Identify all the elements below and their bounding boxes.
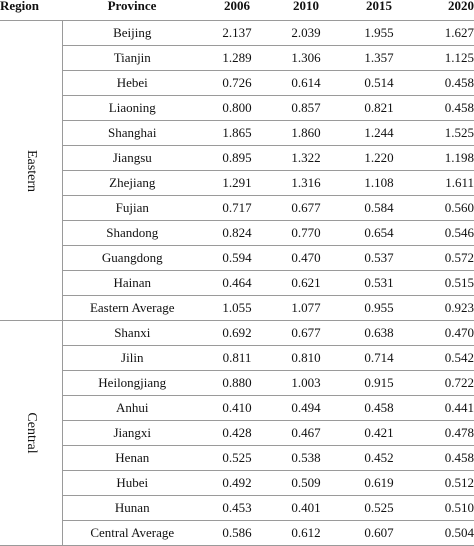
value-cell: 0.955	[340, 296, 418, 321]
table-row	[0, 71, 474, 96]
region-cell	[0, 21, 62, 321]
value-cell: 1.108	[340, 171, 418, 196]
value-cell: 0.470	[418, 321, 474, 346]
value-cell: 0.453	[202, 496, 272, 521]
value-cell: 1.865	[202, 121, 272, 146]
value-cell: 1.220	[340, 146, 418, 171]
header-year-2006: 2006	[202, 0, 272, 21]
value-cell: 0.531	[340, 271, 418, 296]
value-cell: 1.077	[272, 296, 340, 321]
value-cell: 0.537	[340, 246, 418, 271]
value-cell: 0.800	[202, 96, 272, 121]
value-cell: 0.612	[272, 521, 340, 546]
header-row	[0, 0, 474, 21]
value-cell: 1.627	[418, 21, 474, 46]
province-cell: Tianjin	[62, 46, 202, 71]
table-row	[0, 496, 474, 521]
value-cell: 1.198	[418, 146, 474, 171]
province-cell: Central Average	[62, 521, 202, 546]
value-cell: 0.515	[418, 271, 474, 296]
value-cell: 0.458	[418, 446, 474, 471]
value-cell: 0.722	[418, 371, 474, 396]
value-cell: 2.039	[272, 21, 340, 46]
value-cell: 0.470	[272, 246, 340, 271]
value-cell: 2.137	[202, 21, 272, 46]
table-body	[0, 21, 474, 546]
value-cell: 0.810	[272, 346, 340, 371]
value-cell: 0.542	[418, 346, 474, 371]
region-label: Central	[23, 412, 39, 454]
value-cell: 0.458	[418, 71, 474, 96]
value-cell: 1.316	[272, 171, 340, 196]
value-cell: 0.915	[340, 371, 418, 396]
table-row	[0, 471, 474, 496]
value-cell: 0.492	[202, 471, 272, 496]
value-cell: 0.821	[340, 96, 418, 121]
value-cell: 1.955	[340, 21, 418, 46]
province-cell: Anhui	[62, 396, 202, 421]
table-row	[0, 146, 474, 171]
value-cell: 1.611	[418, 171, 474, 196]
province-cell: Shandong	[62, 221, 202, 246]
value-cell: 1.244	[340, 121, 418, 146]
value-cell: 0.770	[272, 221, 340, 246]
table-row	[0, 96, 474, 121]
value-cell: 1.055	[202, 296, 272, 321]
value-cell: 1.525	[418, 121, 474, 146]
table-row	[0, 221, 474, 246]
value-cell: 0.880	[202, 371, 272, 396]
province-cell: Guangdong	[62, 246, 202, 271]
table-row	[0, 46, 474, 71]
value-cell: 0.692	[202, 321, 272, 346]
table-row	[0, 421, 474, 446]
value-cell: 0.494	[272, 396, 340, 421]
value-cell: 0.586	[202, 521, 272, 546]
value-cell: 0.478	[418, 421, 474, 446]
value-cell: 1.860	[272, 121, 340, 146]
value-cell: 0.464	[202, 271, 272, 296]
value-cell: 1.289	[202, 46, 272, 71]
header-province: Province	[62, 0, 202, 21]
value-cell: 0.421	[340, 421, 418, 446]
value-cell: 0.525	[202, 446, 272, 471]
value-cell: 1.322	[272, 146, 340, 171]
table-row	[0, 346, 474, 371]
header-year-2010: 2010	[272, 0, 340, 21]
value-cell: 0.726	[202, 71, 272, 96]
value-cell: 0.538	[272, 446, 340, 471]
table-row	[0, 171, 474, 196]
table-row	[0, 396, 474, 421]
province-cell: Henan	[62, 446, 202, 471]
value-cell: 0.857	[272, 96, 340, 121]
value-cell: 0.824	[202, 221, 272, 246]
value-cell: 0.514	[340, 71, 418, 96]
province-cell: Shanxi	[62, 321, 202, 346]
table-row	[0, 121, 474, 146]
value-cell: 0.509	[272, 471, 340, 496]
value-cell: 0.401	[272, 496, 340, 521]
province-cell: Liaoning	[62, 96, 202, 121]
value-cell: 0.923	[418, 296, 474, 321]
value-cell: 0.607	[340, 521, 418, 546]
province-cell: Jilin	[62, 346, 202, 371]
province-cell: Hebei	[62, 71, 202, 96]
region-cell	[0, 321, 62, 546]
value-cell: 0.619	[340, 471, 418, 496]
province-cell: Jiangsu	[62, 146, 202, 171]
value-cell: 0.504	[418, 521, 474, 546]
value-cell: 0.654	[340, 221, 418, 246]
value-cell: 0.621	[272, 271, 340, 296]
province-cell: Zhejiang	[62, 171, 202, 196]
province-cell: Hainan	[62, 271, 202, 296]
table-row	[0, 196, 474, 221]
value-cell: 0.811	[202, 346, 272, 371]
table-row	[0, 521, 474, 546]
table-row	[0, 321, 474, 346]
value-cell: 0.510	[418, 496, 474, 521]
table-row	[0, 21, 474, 46]
value-cell: 0.717	[202, 196, 272, 221]
region-label: Eastern	[23, 149, 39, 192]
province-cell: Hunan	[62, 496, 202, 521]
header-year-2020: 2020	[418, 0, 474, 21]
value-cell: 0.714	[340, 346, 418, 371]
table-row	[0, 246, 474, 271]
value-cell: 0.458	[340, 396, 418, 421]
value-cell: 1.125	[418, 46, 474, 71]
value-cell: 0.441	[418, 396, 474, 421]
value-cell: 0.677	[272, 196, 340, 221]
value-cell: 0.584	[340, 196, 418, 221]
header-region: Region	[0, 0, 62, 21]
value-cell: 0.467	[272, 421, 340, 446]
province-cell: Hubei	[62, 471, 202, 496]
value-cell: 0.546	[418, 221, 474, 246]
value-cell: 0.525	[340, 496, 418, 521]
value-cell: 0.428	[202, 421, 272, 446]
value-cell: 0.560	[418, 196, 474, 221]
table-row	[0, 296, 474, 321]
value-cell: 0.512	[418, 471, 474, 496]
value-cell: 0.594	[202, 246, 272, 271]
table-row	[0, 271, 474, 296]
province-cell: Jiangxi	[62, 421, 202, 446]
province-cell: Beijing	[62, 21, 202, 46]
province-cell: Heilongjiang	[62, 371, 202, 396]
table-row	[0, 446, 474, 471]
province-cell: Fujian	[62, 196, 202, 221]
value-cell: 1.357	[340, 46, 418, 71]
value-cell: 1.306	[272, 46, 340, 71]
value-cell: 0.452	[340, 446, 418, 471]
value-cell: 0.614	[272, 71, 340, 96]
value-cell: 0.638	[340, 321, 418, 346]
value-cell: 0.410	[202, 396, 272, 421]
value-cell: 1.291	[202, 171, 272, 196]
province-cell: Eastern Average	[62, 296, 202, 321]
table-row	[0, 371, 474, 396]
value-cell: 0.458	[418, 96, 474, 121]
province-cell: Shanghai	[62, 121, 202, 146]
value-cell: 0.895	[202, 146, 272, 171]
value-cell: 0.677	[272, 321, 340, 346]
value-cell: 1.003	[272, 371, 340, 396]
header-year-2015: 2015	[340, 0, 418, 21]
value-cell: 0.572	[418, 246, 474, 271]
